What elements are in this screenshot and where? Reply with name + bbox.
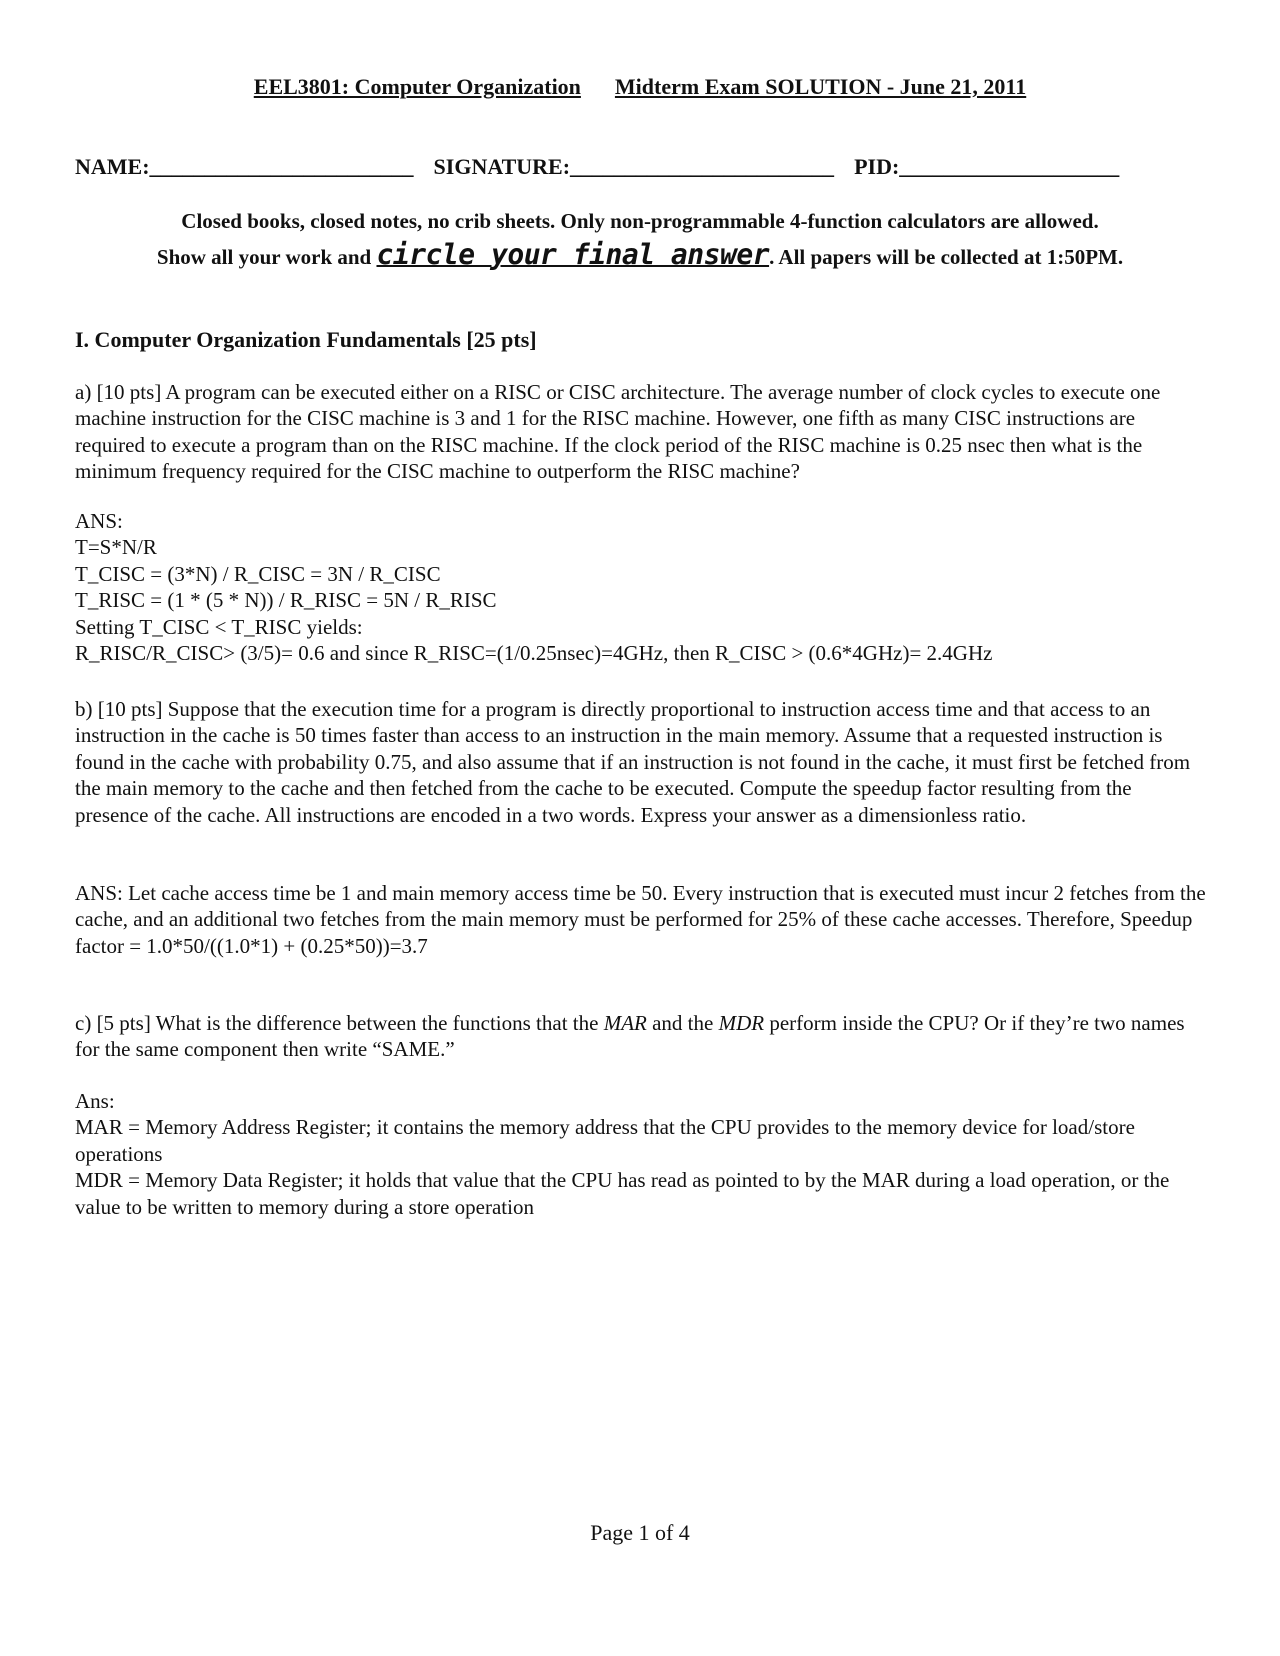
instructions-line-2 bbox=[0, 238, 1280, 271]
instructions-pre: Show all your work and bbox=[156, 245, 377, 269]
answer-c bbox=[75, 1088, 1210, 1220]
answer-a bbox=[75, 508, 1210, 666]
question-b-text: b) [10 pts] Suppose that the execution time for a program is directly proportional to instruction access time and that access to an instruction in the cache is 50 times faster than access to an instruction in the main memory. Assume that a requested instruction is found in the cache with probability 0.75, and also assume that if an instruction is not found in the cache, it must first be fetched from the main memory to the cache and then fetched from the cache to be executed. Compute the speedup factor resulting from the presence of the cache. All instructions are encoded in a two words. Express your answer as a dimensionless ratio. bbox=[75, 697, 1191, 827]
answer-c-label: Ans: bbox=[75, 1089, 115, 1113]
pid-field: PID:____________________ bbox=[854, 154, 1120, 179]
exam-title: Midterm Exam SOLUTION - June 21, 2011 bbox=[614, 74, 1027, 99]
circle-final-answer: circle your final answer bbox=[376, 238, 770, 271]
student-id-line bbox=[75, 154, 1175, 180]
name-field: NAME:________________________ bbox=[75, 154, 414, 179]
answer-a-line: T=S*N/R bbox=[75, 535, 157, 560]
question-c-post: perform inside the CPU? Or if they’re two names for the same component then write “SAME.” bbox=[75, 1011, 1185, 1062]
question-c-pre: c) [5 pts] What is the difference between the functions that the bbox=[75, 1011, 604, 1035]
question-a-text: a) [10 pts] A program can be executed either on a RISC or CISC architecture. The average number of clock cycles to execute one machine instruction for the CISC machine is 3 and 1 for the RISC machine. However, one fifth as many CISC instructions are required to execute a program than on the RISC machine. If the clock period of the RISC machine is 0.25 nsec then what is the minimum frequency required for the CISC machine to outperform the RISC machine? bbox=[75, 380, 1161, 484]
question-b bbox=[75, 696, 1210, 828]
answer-a-line: R_RISC/R_CISC> (3/5)= 0.6 and since R_RISC=(1/0.25nsec)=4GHz, then R_CISC > (0.6*4GHz)= 2.4GHz bbox=[75, 641, 993, 666]
question-c-mid: and the bbox=[646, 1011, 719, 1035]
question-c-text bbox=[75, 1010, 1210, 1063]
answer-a-line: Setting T_CISC < T_RISC yields: bbox=[75, 614, 363, 639]
question-a bbox=[75, 379, 1210, 485]
question-c bbox=[75, 1010, 1210, 1063]
answer-a-line: T_CISC = (3*N) / R_CISC = 3N / R_CISC bbox=[75, 561, 441, 586]
instructions-line-1: Closed books, closed notes, no crib sheets. Only non-programmable 4-function calculators are allowed. bbox=[181, 209, 1099, 233]
signature-field: SIGNATURE:________________________ bbox=[433, 154, 835, 179]
mdr-term: MDR bbox=[718, 1011, 765, 1035]
instructions-post: . All papers will be collected at 1:50PM. bbox=[769, 245, 1124, 269]
page-number: Page 1 of 4 bbox=[590, 1520, 690, 1545]
section-title: I. Computer Organization Fundamentals [25 pts] bbox=[75, 327, 537, 352]
course-title: EEL3801: Computer Organization bbox=[253, 74, 581, 99]
page-header bbox=[0, 74, 1280, 100]
answer-c-mar: MAR = Memory Address Register; it contains the memory address that the CPU provides to the memory device for load/store operations bbox=[75, 1115, 1135, 1166]
answer-b-text: ANS: Let cache access time be 1 and main memory access time be 50. Every instruction that is executed must incur 2 fetches from the cache, and an additional two fetches from the main memory must be performed for 25% of these cache accesses. Therefore, Speedup factor = 1.0*50/((1.0*1) + (0.25*50))=3.7 bbox=[75, 881, 1206, 958]
answer-c-mdr: MDR = Memory Data Register; it holds that value that the CPU has read as pointed to by the MAR during a load operation, or the value to be written to memory during a store operation bbox=[75, 1168, 1170, 1219]
answer-b bbox=[75, 880, 1210, 959]
mar-term: MAR bbox=[603, 1011, 647, 1035]
answer-a-line: T_RISC = (1 * (5 * N)) / R_RISC = 5N / R_RISC bbox=[75, 588, 497, 613]
answer-a-line: ANS: bbox=[75, 509, 123, 533]
